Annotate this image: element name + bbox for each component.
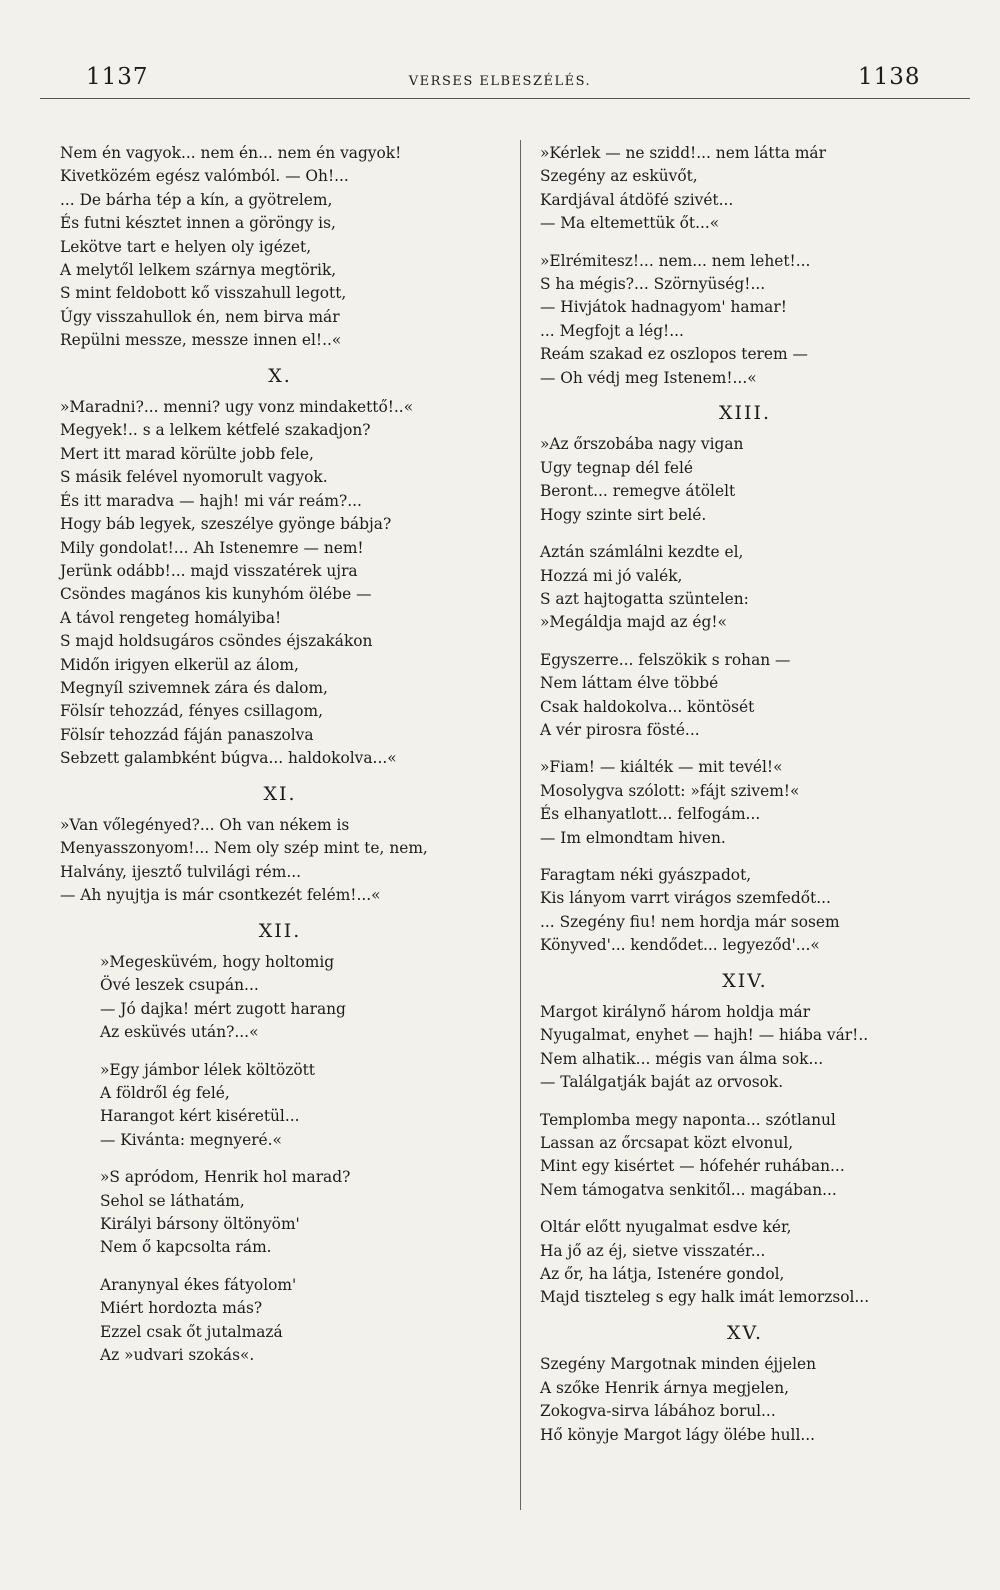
- verse-line: Zokogva-sirva lábához borul...: [540, 1402, 776, 1421]
- verse-line: Könyved'... kendődet... legyeződ'...«: [540, 936, 820, 955]
- verse-line: »Maradni?... menni? ugy vonz mindakettő!..«: [60, 398, 414, 417]
- verse-line: Nem én vagyok... nem én... nem én vagyok!: [60, 144, 402, 162]
- verse-line: — Im elmondtam hiven.: [540, 828, 726, 847]
- verse-line: Reám szakad ez oszlopos terem —: [540, 345, 808, 364]
- verse-line: És futni késztet innen a göröngy is,: [60, 214, 336, 233]
- verse-line: Ugy tegnap dél felé: [540, 458, 693, 477]
- verse-line: Megyek!.. s a lelkem kétfelé szakadjon?: [60, 421, 371, 440]
- verse-line: Mosolygva szólott: »fájt szivem!«: [540, 781, 800, 800]
- verse-line: »Kérlek — ne szidd!... nem látta már: [540, 144, 826, 162]
- verse-line: A szőke Henrik árnya megjelen,: [540, 1378, 790, 1397]
- verse-line: Lekötve tart e helyen oly igézet,: [60, 237, 312, 256]
- stanza-gap: [60, 1045, 500, 1059]
- verse-line: ... Szegény fiu! nem hordja már sosem: [540, 912, 840, 931]
- column-divider: [520, 140, 521, 1510]
- verse-line: Nem támogatva senkitől... magában...: [540, 1180, 837, 1199]
- verse-line: A vér pirosra fösté...: [540, 720, 700, 739]
- verse-line: Faragtam néki gyászpadot,: [540, 865, 752, 884]
- stanza-gap: [60, 1152, 500, 1166]
- stanza-gap: [540, 742, 950, 756]
- verse-line: A földről ég felé,: [100, 1084, 230, 1103]
- verse-line: Nem láttam élve többé: [540, 674, 719, 693]
- verse-line: Beront... remegve átölelt: [540, 482, 736, 501]
- verse-line: Hozzá mi jó valék,: [540, 566, 683, 585]
- verse-line: »Az őrszobába nagy vigan: [540, 435, 744, 454]
- verse-line: Megnyíl szivemnek zára és dalom,: [60, 678, 328, 697]
- stanza-gap: [60, 1260, 500, 1274]
- verse-line: Mert itt marad körülte jobb fele,: [60, 444, 314, 463]
- right-page-number: 1138: [858, 64, 921, 90]
- verse-line: ... De bárha tép a kín, a gyötrelem,: [60, 190, 333, 209]
- left-column: [60, 142, 500, 1368]
- verse-line: És elhanyatlott... felfogám...: [540, 805, 761, 824]
- verse-line: Harangot kért kiséretül...: [100, 1107, 300, 1126]
- section-numeral: XIV.: [722, 969, 768, 992]
- stanza-gap: [540, 850, 950, 864]
- stanza-gap: [540, 1095, 950, 1109]
- verse-line: A melytől lelkem szárnya megtörik,: [60, 261, 337, 280]
- verse-line: Az esküvés után?...«: [100, 1023, 259, 1042]
- verse-line: Majd tiszteleg s egy halk imát lemorzsol...: [540, 1288, 870, 1307]
- verse-line: — Jó dajka! mért zugott harang: [100, 999, 346, 1018]
- verse-line: Nem ő kapcsolta rám.: [100, 1238, 272, 1257]
- verse-line: Kivetközém egész valómból. — Oh!...: [60, 167, 349, 186]
- right-column: [540, 142, 950, 1447]
- verse-line: »Elrémitesz!... nem... nem lehet!...: [540, 251, 811, 270]
- running-title: VERSES ELBESZÉLÉS.: [408, 74, 592, 89]
- verse-line: Aranynyal ékes fátyolom': [100, 1275, 297, 1294]
- verse-line: Aztán számlálni kezdte el,: [540, 543, 744, 562]
- verse-line: S ha mégis?... Szörnyüség!...: [540, 275, 766, 294]
- stanza-gap: [540, 236, 950, 250]
- verse-line: Fölsír tehozzád fáján panaszolva: [60, 725, 314, 744]
- verse-line: Szegény az esküvőt,: [540, 167, 698, 186]
- verse-line: A távol rengeteg homályiba!: [60, 608, 282, 627]
- verse-line: — Kivánta: megnyeré.«: [100, 1130, 282, 1149]
- section-numeral: XI.: [263, 782, 297, 805]
- stanza-gap: [540, 635, 950, 649]
- verse-line: »Megesküvém, hogy holtomig: [100, 953, 335, 971]
- verse-line: S azt hajtogatta szüntelen:: [540, 589, 749, 608]
- verse-line: »Megáldja majd az ég!«: [540, 613, 727, 632]
- verse-line: Oltár előtt nyugalmat esdve kér,: [540, 1218, 792, 1237]
- verse-line: Margot királynő három holdja már: [540, 1003, 811, 1021]
- verse-line: Kis lányom varrt virágos szemfedőt...: [540, 889, 831, 908]
- verse-line: Miért hordozta más?: [100, 1299, 263, 1318]
- verse-line: Egyszerre... felszökik s rohan —: [540, 650, 791, 669]
- verse-line: — Oh védj meg Istenem!...«: [540, 368, 757, 387]
- section-numeral: XIII.: [718, 402, 772, 425]
- verse-line: Hogy báb legyek, szeszélye gyönge bábja?: [60, 515, 392, 534]
- header-rule: [40, 98, 970, 99]
- section-numeral: XV.: [727, 1321, 763, 1344]
- verse-line: Csöndes magános kis kunyhóm ölébe —: [60, 585, 372, 604]
- verse-line: Csak haldokolva... köntösét: [540, 697, 755, 716]
- verse-line: Nem alhatik... mégis van álma sok...: [540, 1049, 824, 1068]
- verse-line: Midőn irigyen elkerül az álom,: [60, 655, 299, 674]
- verse-line: Övé leszek csupán...: [100, 976, 259, 995]
- verse-line: Szegény Margotnak minden éjjelen: [540, 1355, 817, 1374]
- verse-line: Fölsír tehozzád, fényes csillagom,: [60, 702, 323, 721]
- verse-line: Halvány, ijesztő tulvilági rém...: [60, 862, 302, 881]
- verse-line: Jerünk odább!... majd visszatérek ujra: [60, 561, 358, 580]
- verse-line: Kardjával átdöfé szivét...: [540, 190, 734, 209]
- verse-line: Az őr, ha látja, Istenére gondol,: [540, 1265, 785, 1284]
- verse-line: Menyasszonyom!... Nem oly szép mint te, nem,: [60, 839, 428, 858]
- verse-line: És itt maradva — hajh! mi vár reám?...: [60, 491, 362, 510]
- verse-line: — Hivjátok hadnagyom' hamar!: [540, 298, 787, 317]
- stanza-gap: [540, 1202, 950, 1216]
- verse-line: Ha jő az éj, sietve visszatér...: [540, 1241, 766, 1260]
- verse-line: Mily gondolat!... Ah Istenemre — nem!: [60, 538, 364, 557]
- verse-line: Ezzel csak őt jutalmazá: [100, 1322, 283, 1341]
- verse-line: S majd holdsugáros csöndes éjszakákon: [60, 632, 373, 651]
- verse-line: Királyi bársony öltönyöm': [100, 1215, 300, 1234]
- verse-line: Nyugalmat, enyhet — hajh! — hiába vár!..: [540, 1026, 869, 1045]
- verse-line: Sehol se láthatám,: [100, 1191, 245, 1210]
- verse-line: »Van vőlegényed?... Oh van nékem is: [60, 815, 350, 834]
- section-numeral: XII.: [258, 919, 302, 942]
- section-numeral: X.: [268, 364, 292, 387]
- verse-line: Templomba megy naponta... szótlanul: [540, 1110, 836, 1129]
- verse-line: Hogy szinte sirt belé.: [540, 505, 707, 524]
- verse-line: ... Megfojt a lég!...: [540, 321, 684, 340]
- verse-line: Lassan az őrcsapat közt elvonul,: [540, 1134, 794, 1153]
- left-page-number: 1137: [86, 64, 149, 90]
- verse-line: Repülni messze, messze innen el!..«: [60, 331, 342, 350]
- verse-line: »S apródom, Henrik hol marad?: [100, 1168, 351, 1187]
- verse-line: S mint feldobott kő visszahull legott,: [60, 284, 347, 303]
- verse-line: Úgy visszahullok én, nem birva már: [60, 307, 340, 326]
- verse-line: »Egy jámbor lélek költözött: [100, 1060, 315, 1079]
- verse-line: »Fiam! — kiálték — mit tevél!«: [540, 758, 783, 777]
- verse-line: — Ma eltemettük őt...«: [540, 214, 720, 233]
- verse-line: Sebzett galambként búgva... haldokolva...«: [60, 749, 397, 768]
- verse-line: Az »udvari szokás«.: [100, 1346, 255, 1365]
- stanza-gap: [540, 527, 950, 541]
- verse-line: — Találgatják baját az orvosok.: [540, 1073, 784, 1092]
- verse-line: S másik felével nyomorult vagyok.: [60, 468, 328, 487]
- verse-line: Hő könyje Margot lágy ölébe hull...: [540, 1425, 816, 1444]
- verse-line: Mint egy kisértet — hófehér ruhában...: [540, 1157, 845, 1176]
- verse-line: — Ah nyujtja is már csontkezét felém!...«: [60, 886, 381, 905]
